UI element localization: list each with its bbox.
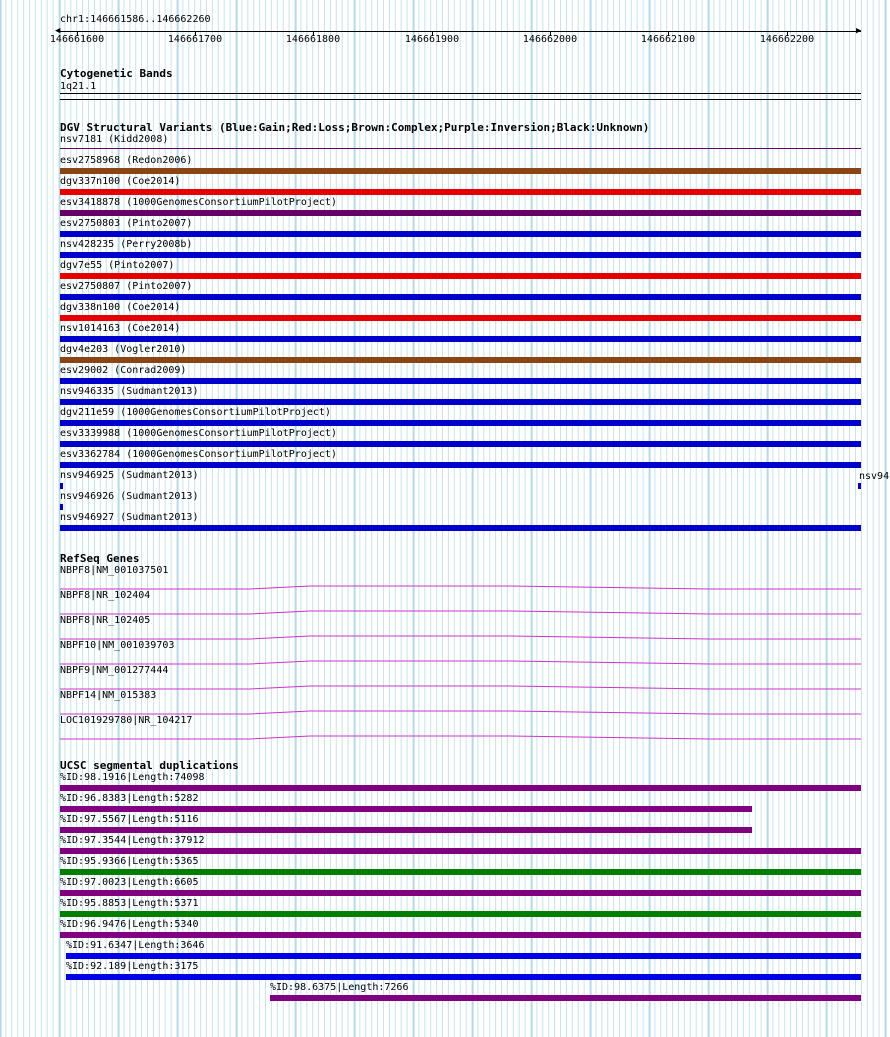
segdup-feature-label[interactable]: %ID:92.189|Length:3175 <box>66 961 199 972</box>
segdup-feature-label[interactable]: %ID:95.8853|Length:5371 <box>60 898 199 909</box>
ruler-tick-label: 146662000 <box>522 34 578 45</box>
dgv-feature-label[interactable]: esv2750807 (Pinto2007) <box>60 281 193 292</box>
dgv-track-title[interactable]: DGV Structural Variants (Blue:Gain;Red:Loss;Brown:Complex;Purple:Inversion;Black:Unknown) <box>60 121 650 134</box>
dgv-feature-bar[interactable] <box>60 168 861 174</box>
dgv-feature-bar[interactable] <box>60 441 861 447</box>
dgv-feature-label[interactable]: dgv338n100 (Coe2014) <box>60 302 181 313</box>
dgv-feature-bar[interactable] <box>60 357 861 363</box>
dgv-feature-bar[interactable] <box>60 399 861 405</box>
refseq-gene-intron-line <box>60 609 861 617</box>
dgv-feature-label[interactable]: nsv946925 (Sudmant2013) <box>60 470 199 481</box>
dgv-feature-label[interactable]: esv3339988 (1000GenomesConsortiumPilotProject) <box>60 428 337 439</box>
dgv-feature-label[interactable]: nsv946927 (Sudmant2013) <box>60 512 199 523</box>
segdup-feature-bar[interactable] <box>270 995 861 1001</box>
cytoband-track-title[interactable]: Cytogenetic Bands <box>60 67 173 80</box>
refseq-gene-model[interactable] <box>60 577 861 585</box>
dgv-feature-label[interactable]: nsv946335 (Sudmant2013) <box>60 386 199 397</box>
refseq-gene-model[interactable] <box>60 627 861 635</box>
refseq-gene-intron-line <box>60 734 861 742</box>
segdup-feature-label[interactable]: %ID:95.9366|Length:5365 <box>60 856 199 867</box>
refseq-gene-model[interactable] <box>60 702 861 710</box>
dgv-feature-bar[interactable] <box>60 210 861 216</box>
segdup-feature-label[interactable]: %ID:91.6347|Length:3646 <box>66 940 205 951</box>
dgv-feature-label[interactable]: esv29002 (Conrad2009) <box>60 365 187 376</box>
dgv-feature-bar[interactable] <box>60 420 861 426</box>
ruler-tick-label: 146661800 <box>285 34 341 45</box>
refseq-gene-label[interactable]: LOC101929780|NR_104217 <box>60 715 193 726</box>
dgv-feature-label[interactable]: esv2758968 (Redon2006) <box>60 155 193 166</box>
dgv-feature-label[interactable]: nsv7181 (Kidd2008) <box>60 134 169 145</box>
dgv-feature-bar[interactable] <box>60 294 861 300</box>
ruler-tick-label: 146661900 <box>404 34 460 45</box>
segdup-feature-label[interactable]: %ID:97.0023|Length:6605 <box>60 877 199 888</box>
segdup-track-title[interactable]: UCSC segmental duplications <box>60 759 239 772</box>
ruler-tick-label: 146662200 <box>759 34 815 45</box>
segdup-feature-bar[interactable] <box>60 806 752 812</box>
refseq-gene-intron-line <box>60 684 861 692</box>
dgv-feature-label[interactable]: esv3362784 (1000GenomesConsortiumPilotProject) <box>60 449 337 460</box>
segdup-feature-bar[interactable] <box>60 785 861 791</box>
dgv-feature-bar[interactable] <box>60 504 63 510</box>
refseq-gene-label[interactable]: NBPF8|NM_001037501 <box>60 565 169 576</box>
refseq-gene-label[interactable]: NBPF14|NM_015383 <box>60 690 157 701</box>
dgv-feature-bar[interactable] <box>60 315 861 321</box>
dgv-feature-label[interactable]: esv2750803 (Pinto2007) <box>60 218 193 229</box>
dgv-feature-bar[interactable] <box>858 483 861 489</box>
dgv-feature-bar[interactable] <box>60 273 861 279</box>
segdup-feature-label[interactable]: %ID:96.9476|Length:5340 <box>60 919 199 930</box>
dgv-feature-label[interactable]: dgv7e55 (Pinto2007) <box>60 260 175 271</box>
ruler-right-arrow-icon[interactable]: ▶ <box>856 26 862 36</box>
cytoband-line-top <box>60 93 861 94</box>
dgv-feature-bar[interactable] <box>60 336 861 342</box>
ruler-tick-label: 146661700 <box>167 34 223 45</box>
segdup-feature-label[interactable]: %ID:98.1916|Length:74098 <box>60 772 205 783</box>
segdup-feature-label[interactable]: %ID:96.8383|Length:5282 <box>60 793 199 804</box>
dgv-feature-bar[interactable] <box>60 462 861 468</box>
segdup-feature-bar[interactable] <box>60 932 861 938</box>
refseq-gene-intron-line <box>60 584 861 592</box>
refseq-gene-label[interactable]: NBPF8|NR_102405 <box>60 615 151 626</box>
dgv-feature-bar[interactable] <box>60 525 861 531</box>
refseq-gene-model[interactable] <box>60 602 861 610</box>
refseq-gene-model[interactable] <box>60 652 861 660</box>
dgv-feature-label[interactable]: nsv1014163 (Coe2014) <box>60 323 181 334</box>
ruler-axis <box>60 31 861 32</box>
segdup-feature-bar[interactable] <box>60 848 861 854</box>
segdup-feature-bar[interactable] <box>66 953 861 959</box>
ruler-tick-label: 146662100 <box>640 34 696 45</box>
dgv-feature-bar[interactable] <box>60 189 861 195</box>
refseq-gene-label[interactable]: NBPF8|NR_102404 <box>60 590 151 601</box>
segdup-feature-bar[interactable] <box>60 827 752 833</box>
dgv-feature-bar[interactable] <box>60 231 861 237</box>
refseq-gene-model[interactable] <box>60 677 861 685</box>
refseq-gene-label[interactable]: NBPF10|NM_001039703 <box>60 640 175 651</box>
dgv-feature-bar[interactable] <box>60 483 63 489</box>
cytoband-label: 1q21.1 <box>60 81 97 92</box>
dgv-feature-bar[interactable] <box>60 148 861 149</box>
dgv-feature-label[interactable]: esv3418878 (1000GenomesConsortiumPilotProject) <box>60 197 337 208</box>
dgv-feature-label[interactable]: nsv946926 (Sudmant2013) <box>60 491 199 502</box>
dgv-offscreen-label[interactable]: nsv94 <box>859 471 890 482</box>
refseq-gene-intron-line <box>60 659 861 667</box>
dgv-feature-label[interactable]: nsv428235 (Perry2008b) <box>60 239 193 250</box>
segdup-feature-bar[interactable] <box>60 890 861 896</box>
refseq-gene-label[interactable]: NBPF9|NM_001277444 <box>60 665 169 676</box>
ruler-left-arrow-icon[interactable]: ◀ <box>55 26 61 36</box>
segdup-feature-bar[interactable] <box>60 869 861 875</box>
dgv-feature-bar[interactable] <box>60 252 861 258</box>
segdup-feature-bar[interactable] <box>66 974 861 980</box>
dgv-feature-label[interactable]: dgv4e203 (Vogler2010) <box>60 344 187 355</box>
segdup-feature-label[interactable]: %ID:98.6375|Length:7266 <box>270 982 409 993</box>
cytoband-line-bottom <box>60 99 861 100</box>
refseq-gene-model[interactable] <box>60 727 861 735</box>
ruler-tick-label: 146661600 <box>49 34 105 45</box>
segdup-feature-label[interactable]: %ID:97.5567|Length:5116 <box>60 814 199 825</box>
dgv-feature-label[interactable]: dgv337n100 (Coe2014) <box>60 176 181 187</box>
segdup-feature-bar[interactable] <box>60 911 861 917</box>
segdup-feature-label[interactable]: %ID:97.3544|Length:37912 <box>60 835 205 846</box>
refseq-gene-intron-line <box>60 634 861 642</box>
dgv-feature-bar[interactable] <box>60 378 861 384</box>
coordinate-readout: chr1:146661586..146662260 <box>60 14 211 25</box>
refseq-track-title[interactable]: RefSeq Genes <box>60 552 140 565</box>
dgv-feature-label[interactable]: dgv211e59 (1000GenomesConsortiumPilotProject) <box>60 407 331 418</box>
